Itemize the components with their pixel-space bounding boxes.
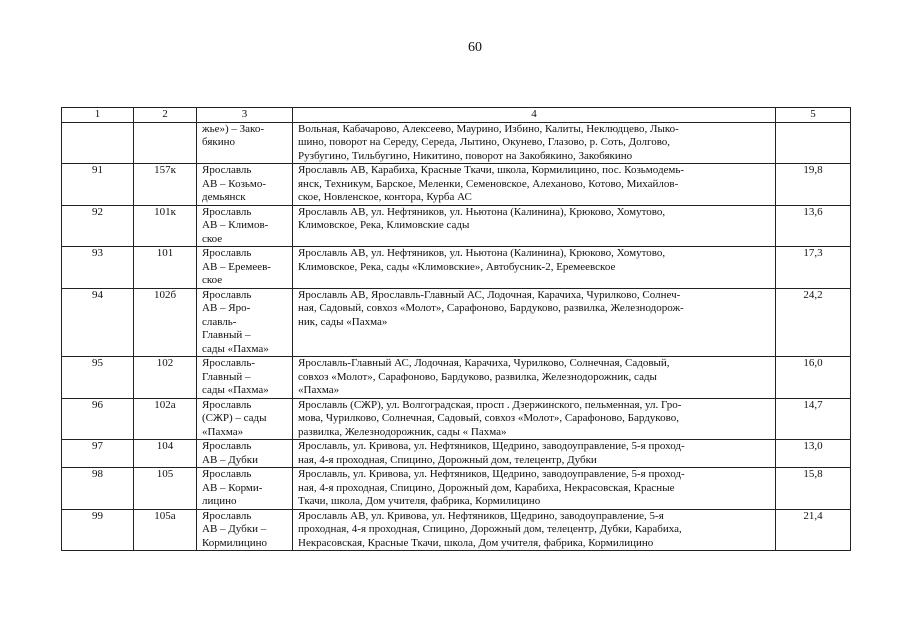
route-name-cell — [197, 440, 293, 468]
stops-cell — [293, 164, 776, 206]
routes-table — [61, 107, 851, 551]
stops-line: ник, сады «Пахма» — [298, 315, 388, 328]
stops-line: развилка, Железнодорожник, сады « Пахма» — [298, 425, 507, 438]
stops-line: Некрасовская, Красные Ткачи, школа, Дом учителя, фабрика, Кормилицино — [298, 536, 654, 549]
stops-line: Ярославль АВ, Ярославль-Главный АС, Лодочная, Карачиха, Чурилково, Солнеч- — [298, 288, 681, 301]
table-body — [62, 122, 851, 551]
table-row — [62, 288, 851, 357]
route-name-line: Ярославль — [202, 164, 252, 176]
route-length: 24,2 — [803, 288, 823, 301]
route-name-cell — [197, 205, 293, 247]
route-name-line: АВ – Климов- — [202, 219, 269, 231]
stops-line: «Пахма» — [298, 384, 340, 396]
route-number-cell — [134, 164, 197, 206]
route-number-cell — [134, 288, 197, 357]
route-name-cell — [197, 122, 293, 164]
route-name-line: демьянск — [202, 191, 246, 203]
route-number-cell — [134, 509, 197, 551]
route-name-line: Ярославль — [202, 205, 252, 218]
row-number-cell — [62, 398, 134, 440]
row-number-cell — [62, 357, 134, 399]
route-name-line: Ярославль — [202, 509, 252, 522]
route-number: 105 — [156, 468, 174, 480]
length-cell — [776, 205, 851, 247]
row-number: 96 — [92, 398, 103, 411]
stops-cell — [293, 509, 776, 551]
row-number-cell — [62, 164, 134, 206]
route-name-line: «Пахма» — [202, 425, 244, 438]
route-number: 102б — [153, 288, 177, 301]
route-length: 15,8 — [803, 468, 823, 480]
table-row — [62, 468, 851, 510]
route-name-line: АВ – Еремеев- — [202, 260, 271, 273]
route-name-cell — [197, 468, 293, 510]
header-row — [62, 108, 851, 123]
route-length: 17,3 — [803, 247, 823, 259]
route-number-cell — [134, 468, 197, 510]
route-length: 19,8 — [803, 164, 823, 176]
stops-line: проходная, 4-я проходная, Спицино, Дорожный дом, телецентр, Дубки, Карабиха, — [298, 523, 682, 535]
header-col-1: 1 — [62, 108, 134, 123]
row-number: 97 — [92, 440, 103, 452]
route-number: 101 — [156, 247, 174, 259]
table-row — [62, 164, 851, 206]
route-name-line: АВ – Яро- — [202, 302, 251, 314]
stops-line: мова, Чурилково, Солнечная, Садовый, совхоз «Молот», Сарафоново, Бардуково, — [298, 412, 679, 424]
route-name-cell — [197, 247, 293, 289]
stops-cell — [293, 468, 776, 510]
stops-line: совхоз «Молот», Сарафоново, Бардуково, развилка, Железнодорожник, сады — [298, 370, 657, 383]
route-name-line: Ярославль — [202, 398, 252, 411]
stops-line: Ткачи, школа, Дом учителя, фабрика, Кормилицино — [298, 495, 541, 507]
route-name-line: (СЖР) – сады — [202, 412, 267, 424]
route-name-line: АВ – Дубки – — [202, 523, 267, 535]
route-number-cell — [134, 247, 197, 289]
route-name-line: славль- — [202, 315, 237, 328]
route-number: 104 — [156, 440, 174, 452]
route-name-line: АВ – Корми- — [202, 481, 263, 494]
route-name-line: Главный – — [202, 329, 251, 341]
page-number: 60 — [468, 40, 482, 55]
route-name-line: Ярославль — [202, 440, 252, 452]
stops-cell — [293, 288, 776, 357]
row-number: 99 — [92, 509, 103, 522]
route-name-line: сады «Пахма» — [202, 384, 269, 396]
table-row — [62, 440, 851, 468]
table-row — [62, 122, 851, 164]
stops-line: Климовское, Река, сады «Климовские», Автобусник-2, Еремеевское — [298, 260, 616, 273]
length-cell — [776, 122, 851, 164]
row-number-cell — [62, 247, 134, 289]
route-number: 105а — [154, 509, 176, 522]
route-length: 16,0 — [803, 357, 823, 369]
stops-cell — [293, 398, 776, 440]
route-number-cell — [134, 357, 197, 399]
header-col-4: 4 — [293, 108, 776, 123]
route-name-line: Ярославль — [202, 247, 252, 259]
row-number: 93 — [92, 247, 103, 259]
row-number-cell — [62, 509, 134, 551]
table-row — [62, 205, 851, 247]
route-name-line: АВ – Дубки — [202, 453, 258, 466]
route-name-line: Кормилицино — [202, 536, 268, 549]
stops-line: ная, 4-я проходная, Спицино, Дорожный дом, Карабиха, Некрасовская, Красные — [298, 481, 675, 494]
route-name-line: Ярославль — [202, 468, 252, 480]
length-cell — [776, 468, 851, 510]
stops-line: ная, 4-я проходная, Спицино, Дорожный дом, телецентр, Дубки — [298, 453, 597, 466]
table-header — [62, 108, 851, 123]
row-number-cell — [62, 288, 134, 357]
length-cell — [776, 357, 851, 399]
route-name-cell — [197, 288, 293, 357]
stops-line: Ярославль, ул. Кривова, ул. Нефтяников, Щедрино, заводоуправление, 5-я проход- — [298, 468, 685, 480]
route-name-line: Ярославль- — [202, 357, 256, 369]
stops-cell — [293, 357, 776, 399]
row-number: 91 — [92, 164, 103, 176]
route-name-line: АВ – Козьмо- — [202, 177, 267, 190]
stops-cell — [293, 122, 776, 164]
row-number-cell — [62, 122, 134, 164]
stops-line: Вольная, Кабачарово, Алексеево, Маурино, Избино, Калиты, Неклюдцево, Лыко- — [298, 122, 679, 135]
header-col-3: 3 — [197, 108, 293, 123]
header-col-5: 5 — [776, 108, 851, 123]
route-name-line: жье») – Зако- — [202, 122, 265, 135]
table-row — [62, 509, 851, 551]
route-name-line: ское — [202, 274, 223, 286]
route-name-line: бякино — [202, 136, 235, 148]
length-cell — [776, 440, 851, 468]
row-number: 94 — [92, 288, 103, 301]
route-name-line: лицино — [202, 495, 237, 507]
stops-line: шино, поворот на Середу, Середа, Лытино, Окунево, Глазово, р. Соть, Долгово, — [298, 136, 671, 148]
stops-line: Рузбугино, Тильбугино, Никитино, поворот на Закобякино, Закобякино — [298, 149, 633, 162]
stops-cell — [293, 440, 776, 468]
route-number-cell — [134, 205, 197, 247]
route-number: 101к — [154, 205, 176, 218]
stops-line: янск, Техникум, Барское, Меленки, Семеновское, Алеханово, Котово, Михайлов- — [298, 177, 679, 190]
stops-line: Ярославль АВ, ул. Нефтяников, ул. Ньютона (Калинина), Крюково, Хомутово, — [298, 205, 666, 218]
stops-line: Ярославль АВ, ул. Кривова, ул. Нефтяников, Щедрино, заводоуправление, 5-я — [298, 509, 664, 522]
route-name-cell — [197, 164, 293, 206]
length-cell — [776, 398, 851, 440]
route-length: 21,4 — [803, 509, 823, 522]
route-name-cell — [197, 357, 293, 399]
row-number: 98 — [92, 468, 103, 480]
route-length: 13,6 — [803, 205, 823, 218]
header-col-2: 2 — [134, 108, 197, 123]
route-name-line: Ярославль — [202, 288, 252, 301]
route-number: 102а — [154, 398, 176, 411]
stops-line: ское, Новленское, контора, Курба АС — [298, 191, 472, 203]
route-name-cell — [197, 509, 293, 551]
stops-line: Ярославль, ул. Кривова, ул. Нефтяников, Щедрино, заводоуправление, 5-я проход- — [298, 440, 685, 452]
route-number-cell — [134, 398, 197, 440]
table-row — [62, 398, 851, 440]
length-cell — [776, 509, 851, 551]
route-name-cell — [197, 398, 293, 440]
length-cell — [776, 288, 851, 357]
stops-line: Ярославль-Главный АС, Лодочная, Карачиха, Чурилково, Солнечная, Садовый, — [298, 357, 670, 369]
route-length: 14,7 — [803, 398, 823, 411]
row-number: 92 — [92, 205, 103, 218]
row-number-cell — [62, 440, 134, 468]
stops-line: Ярославль (СЖР), ул. Волгоградская, просп . Дзержинского, пельменная, ул. Гро- — [298, 398, 682, 411]
route-length: 13,0 — [803, 440, 823, 452]
stops-line: ная, Садовый, совхоз «Молот», Сарафоново, Бардуково, развилка, Железнодорож- — [298, 302, 684, 314]
route-number: 102 — [156, 357, 174, 369]
length-cell — [776, 164, 851, 206]
stops-cell — [293, 247, 776, 289]
stops-line: Климовское, Река, Климовские сады — [298, 219, 470, 231]
stops-line: Ярославль АВ, Карабиха, Красные Ткачи, школа, Кормилицино, пос. Козьмодемь- — [298, 164, 685, 176]
length-cell — [776, 247, 851, 289]
route-number-cell — [134, 440, 197, 468]
route-number-cell — [134, 122, 197, 164]
route-name-line: ское — [202, 232, 223, 245]
row-number-cell — [62, 205, 134, 247]
route-name-line: Главный – — [202, 370, 251, 383]
stops-cell — [293, 205, 776, 247]
row-number: 95 — [92, 357, 103, 369]
stops-line: Ярославль АВ, ул. Нефтяников, ул. Ньютона (Калинина), Крюково, Хомутово, — [298, 247, 666, 259]
table-row — [62, 357, 851, 399]
row-number-cell — [62, 468, 134, 510]
route-number: 157к — [154, 164, 176, 176]
table-row — [62, 247, 851, 289]
route-name-line: сады «Пахма» — [202, 342, 269, 355]
